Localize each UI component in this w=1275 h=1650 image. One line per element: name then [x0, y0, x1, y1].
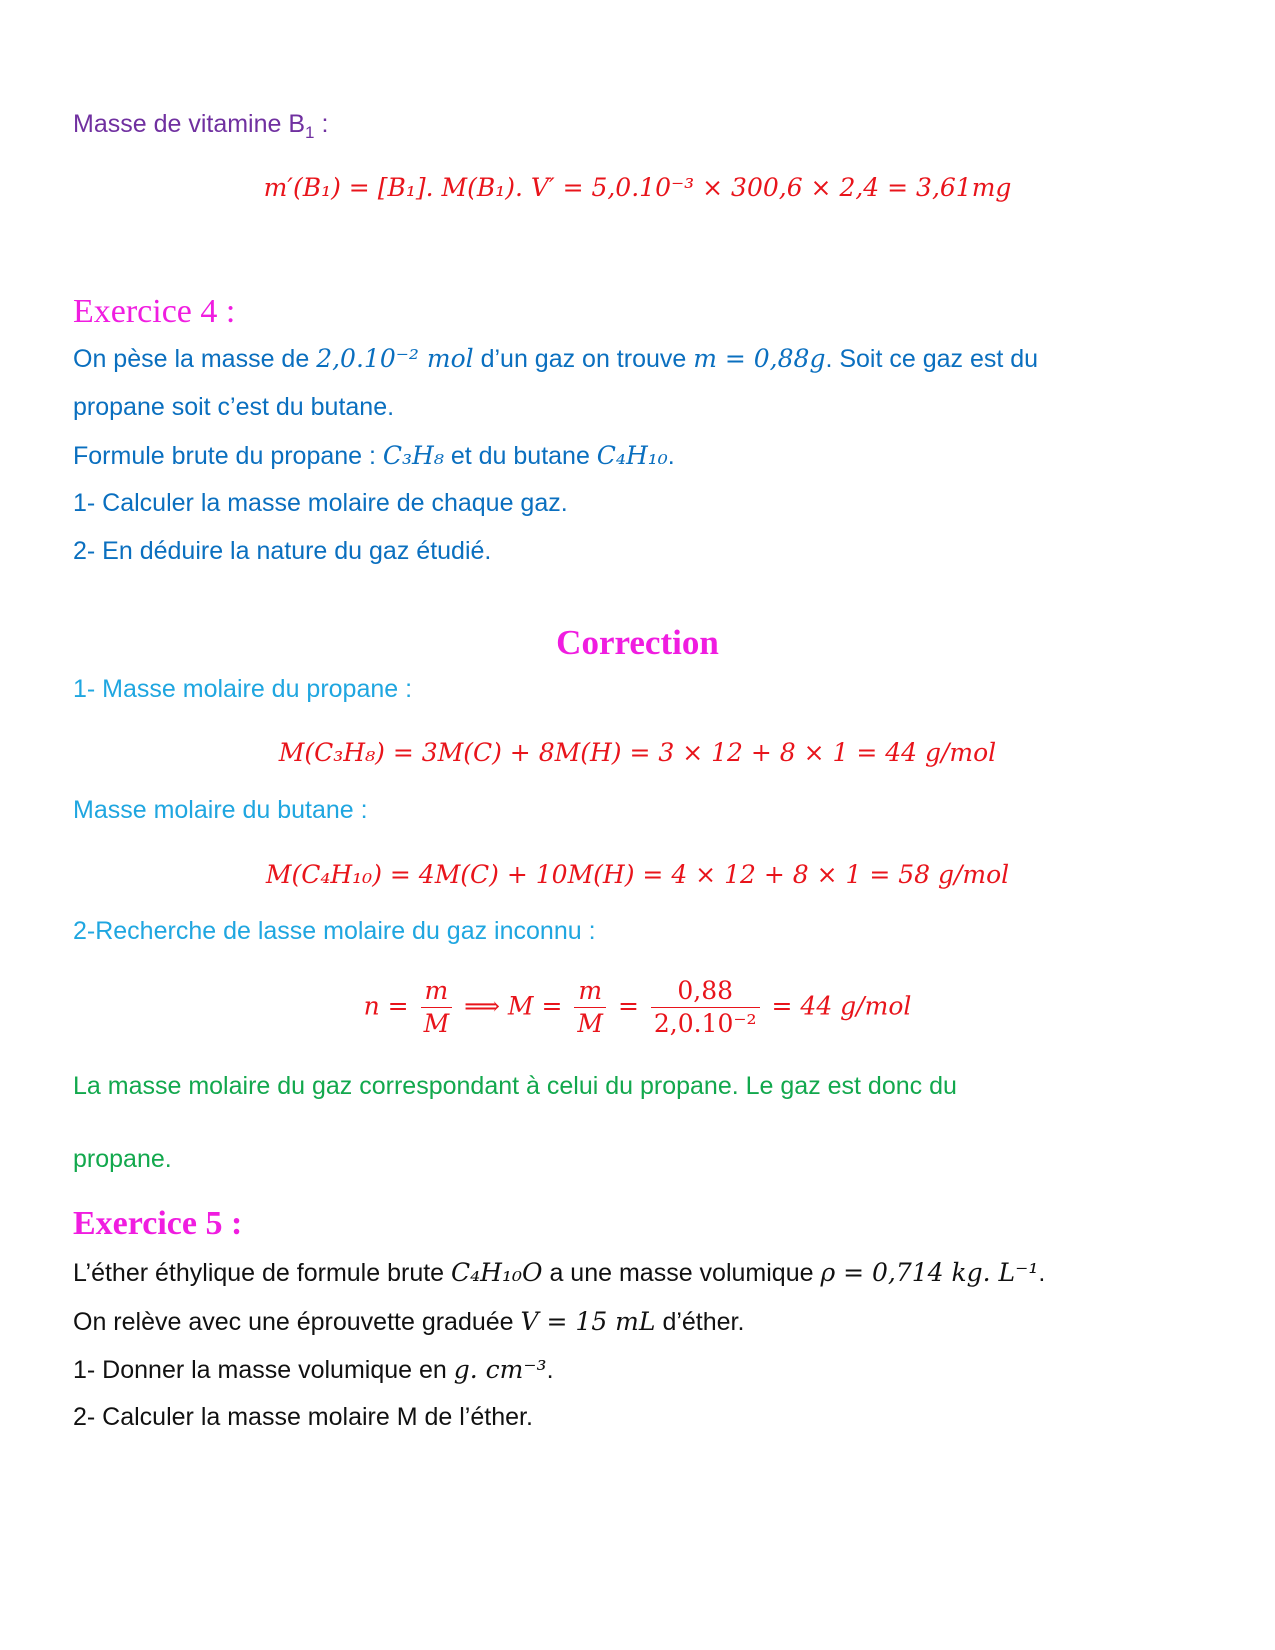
- ether-density: ρ = 0,714 kg. L⁻¹: [820, 1258, 1039, 1287]
- fraction-numeric: $\frac{0,88}{\text{2,0.10⁻²}}$: [651, 978, 760, 1038]
- unknown-gas-equation: n = $\frac{m}{M}$ ⟹ M = $\frac{m}{M}$ = $\frac{0,88}{\text{2,0.10⁻²}}$ = 44 g/mol: [363, 976, 912, 1039]
- butane-molar-mass-equation: M(C₄H₁₀) = 4M(C) + 10M(H) = 4 × 12 + 8 × 1 = 58 g/mol: [265, 860, 1010, 889]
- exercise-5-question-1: 1- Donner la masse volumique en g. cm⁻³.: [73, 1355, 554, 1384]
- ether-formula: C₄H₁₀O: [451, 1258, 543, 1287]
- exercise-5-question-2: 2- Calculer la masse molaire M de l’éther.: [73, 1403, 533, 1431]
- exercise-4-title: Exercice 4 :: [73, 293, 236, 330]
- vitamine-label: Masse de vitamine $B_1$ :: [73, 110, 329, 142]
- correction-step-1: 1- Masse molaire du propane :: [73, 675, 413, 703]
- gas-mass: m = 0,88g: [693, 344, 826, 373]
- exercise-4-intro-line-1: On pèse la masse de 2,0.10⁻² mol d’un gaz on trouve m = 0,88g. Soit ce gaz est du: [73, 344, 1039, 373]
- exercise-5-title: Exercice 5 :: [73, 1205, 243, 1242]
- correction-step-2: 2-Recherche de lasse molaire du gaz inconnu :: [73, 917, 596, 945]
- butane-formula: C₄H₁₀: [596, 441, 668, 470]
- gas-quantity: 2,0.10⁻² mol: [316, 344, 474, 373]
- fraction-m-over-M: $\frac{m}{M}$: [421, 978, 453, 1038]
- fraction-m-over-M-2: $\frac{m}{M}$: [574, 978, 606, 1038]
- density-unit: g. cm⁻³: [453, 1355, 547, 1384]
- exercise-4-formula-line: Formule brute du propane : C₃H₈ et du butane C₄H₁₀.: [73, 441, 675, 470]
- propane-formula: C₃H₈: [382, 441, 444, 470]
- ether-volume: V = 15 mL: [520, 1307, 656, 1336]
- propane-molar-mass-equation: M(C₃H₈) = 3M(C) + 8M(H) = 3 × 12 + 8 × 1 = 44 g/mol: [278, 738, 997, 767]
- exercise-4-intro-line-2: propane soit c’est du butane.: [73, 393, 395, 421]
- exercise-4-question-2: 2- En déduire la nature du gaz étudié.: [73, 537, 492, 565]
- conclusion-line-1: La masse molaire du gaz correspondant à celui du propane. Le gaz est donc du: [73, 1072, 957, 1100]
- exercise-5-line-2: On relève avec une éprouvette graduée V = 15 mL d’éther.: [73, 1307, 745, 1336]
- vitamine-equation: m′(B₁) = [B₁]. M(B₁). V′ = 5,0.10⁻³ × 300,6 × 2,4 = 3,61mg: [263, 173, 1012, 202]
- exercise-4-question-1: 1- Calculer la masse molaire de chaque gaz.: [73, 489, 568, 517]
- correction-step-butane: Masse molaire du butane :: [73, 796, 368, 824]
- correction-title: Correction: [556, 623, 719, 662]
- conclusion-line-2: propane.: [73, 1145, 172, 1173]
- exercise-5-line-1: L’éther éthylique de formule brute C₄H₁₀O a une masse volumique ρ = 0,714 kg. L⁻¹.: [73, 1258, 1046, 1287]
